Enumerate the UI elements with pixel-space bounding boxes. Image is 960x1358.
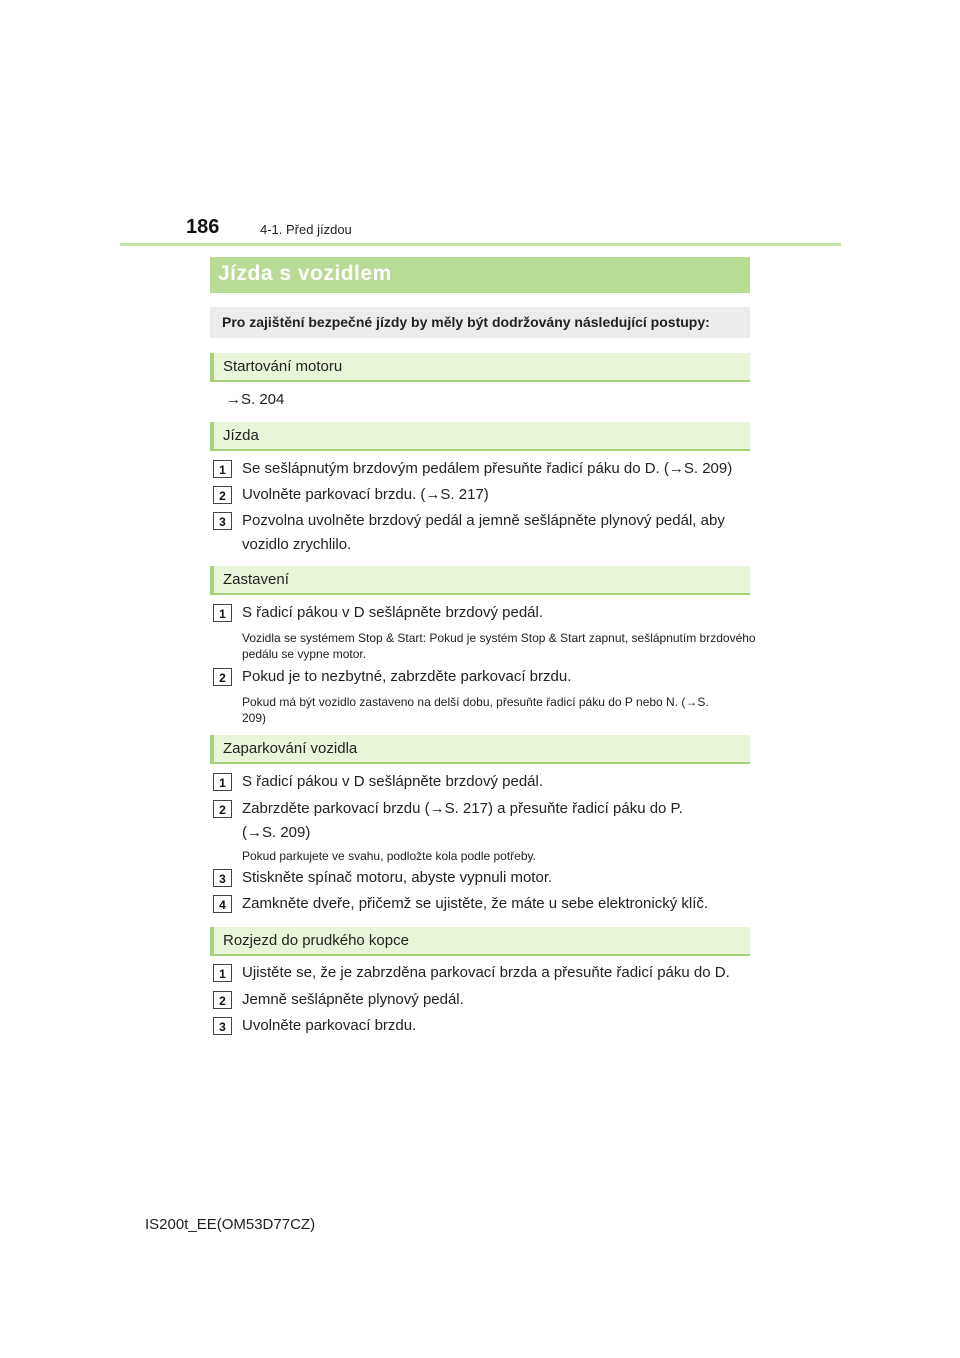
subheading-stop: Zastavení: [210, 566, 750, 595]
footer-code: IS200t_EE(OM53D77CZ): [145, 1216, 316, 1233]
step-number: 1: [213, 604, 232, 622]
step-number: 3: [213, 869, 232, 887]
header-rule: [120, 243, 841, 246]
step-number: 2: [213, 486, 232, 504]
step-number: 4: [213, 895, 232, 913]
step-number: 1: [213, 773, 232, 791]
hill-step-text: Jemně sešlápněte plynový pedál.: [242, 991, 464, 1008]
step-number: 1: [213, 460, 232, 478]
start-reference: →S. 204: [226, 391, 285, 408]
drive-step-text: Uvolněte parkovací brzdu. (→S. 217): [242, 486, 489, 503]
step-number: 2: [213, 800, 232, 818]
section-path: 4-1. Před jízdou: [260, 222, 352, 237]
step-number: 3: [213, 512, 232, 530]
main-heading: Jízda s vozidlem: [210, 257, 750, 293]
subheading-drive: Jízda: [210, 422, 750, 451]
drive-step-text: Pozvolna uvolněte brzdový pedál a jemně sešlápněte plynový pedál, aby vozidlo zrychlilo.: [242, 512, 725, 553]
drive-step-text: Se sešlápnutým brzdovým pedálem přesuňte řadicí páku do D. (→S. 209): [242, 460, 733, 477]
intro-text: Pro zajištění bezpečné jízdy by měly být dodržovány následující postupy:: [210, 307, 750, 338]
stop-step-text: Pokud je to nezbytné, zabrzděte parkovací brzdu.: [242, 668, 572, 685]
step-number: 2: [213, 991, 232, 1009]
stop-step-text: S řadicí pákou v D sešlápněte brzdový pedál.: [242, 604, 544, 621]
stop-step-note: Pokud má být vozidlo zastaveno na delší dobu, přesuňte řadicí páku do P nebo N. (→S. 209): [242, 695, 709, 725]
park-step-text: Zabrzděte parkovací brzdu (→S. 217) a přesuňte řadicí páku do P. (→S. 209): [242, 800, 683, 841]
park-step-text: Zamkněte dveře, přičemž se ujistěte, že máte u sebe elektronický klíč.: [242, 895, 709, 912]
park-step-note: Pokud parkujete ve svahu, podložte kola podle potřeby.: [242, 849, 536, 863]
hill-step-text: Ujistěte se, že je zabrzděna parkovací brzda a přesuňte řadicí páku do D.: [242, 964, 730, 981]
stop-step-note: Vozidla se systémem Stop & Start: Pokud je systém Stop & Start zapnut, sešlápnutím brzdového pedálu se vypne motor.: [242, 631, 756, 661]
park-step-text: Stiskněte spínač motoru, abyste vypnuli motor.: [242, 869, 553, 886]
step-number: 3: [213, 1017, 232, 1035]
step-number: 2: [213, 668, 232, 686]
page-number: 186: [186, 216, 220, 238]
subheading-park: Zaparkování vozidla: [210, 735, 750, 764]
subheading-hill: Rozjezd do prudkého kopce: [210, 927, 750, 956]
step-number: 1: [213, 964, 232, 982]
hill-step-text: Uvolněte parkovací brzdu.: [242, 1017, 417, 1034]
subheading-start: Startování motoru: [210, 353, 750, 382]
park-step-text: S řadicí pákou v D sešlápněte brzdový pedál.: [242, 773, 544, 790]
